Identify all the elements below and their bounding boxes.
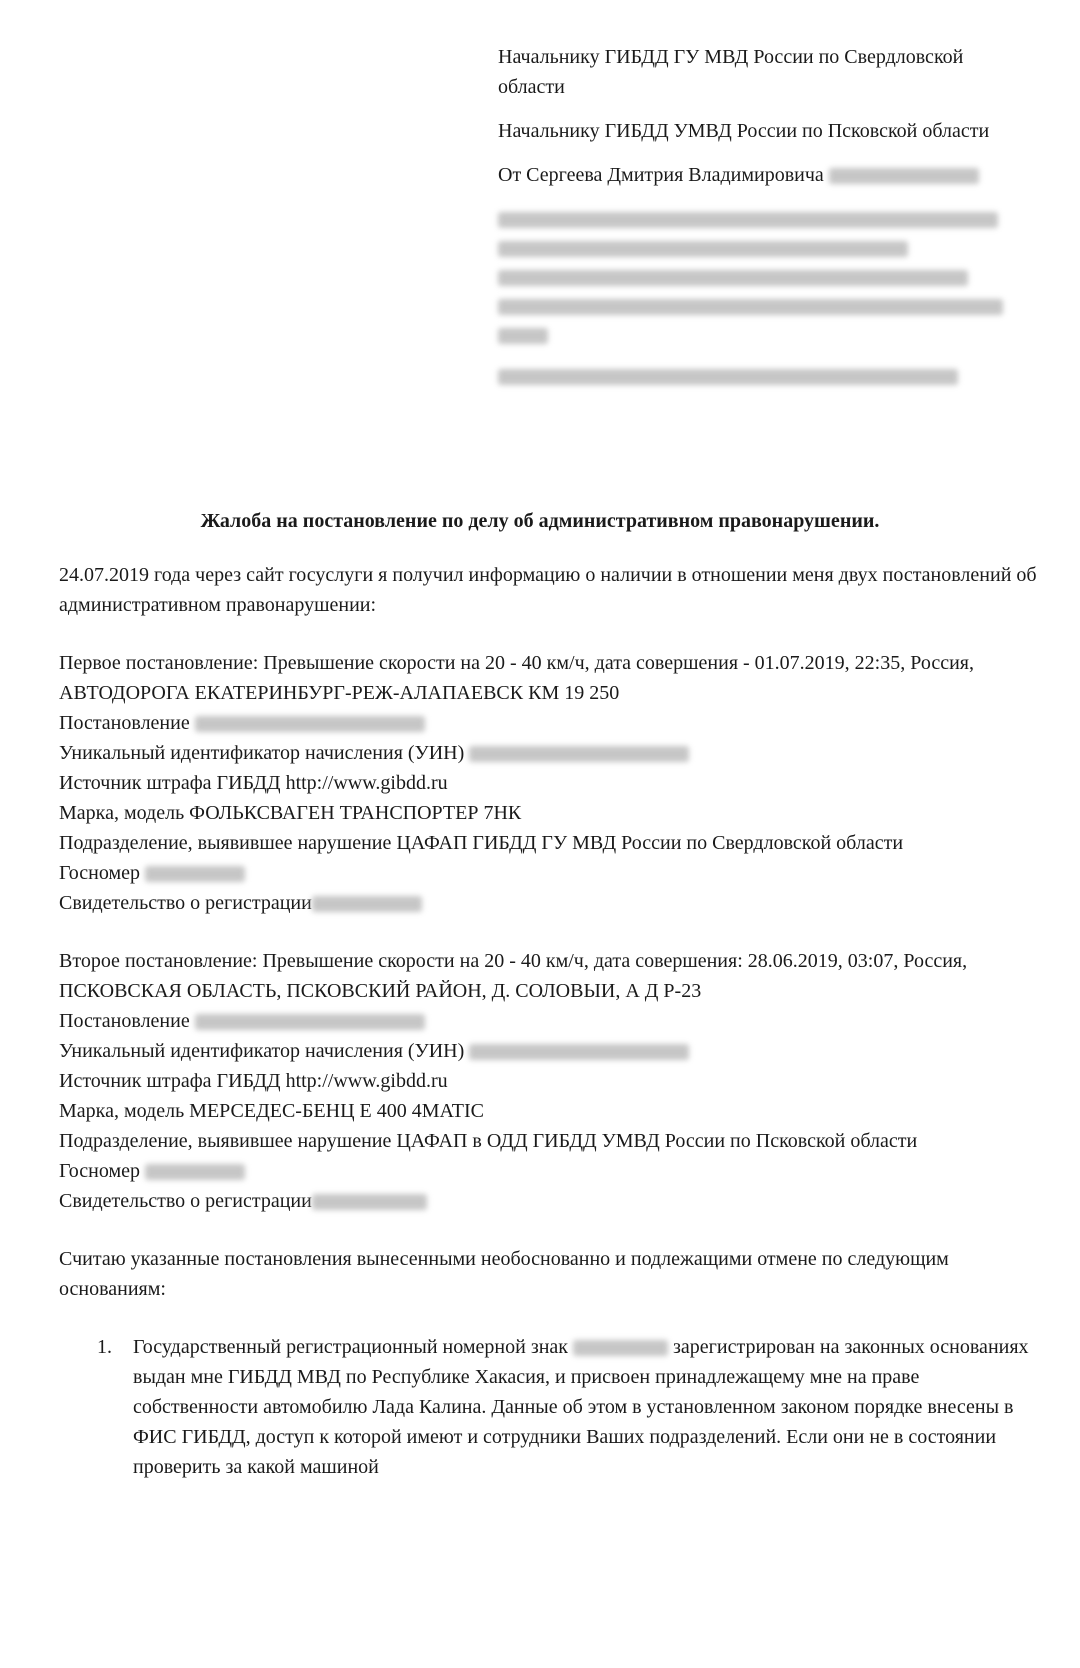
second-uin: Уникальный идентификатор начисления (УИН) xyxy=(59,1036,1039,1066)
redacted-address-line-3 xyxy=(498,262,1018,279)
first-source: Источник штрафа ГИБДД http://www.gibdd.ru xyxy=(59,772,448,794)
redacted-contacts xyxy=(498,361,1018,378)
second-certificate: Свидетельство о регистрации xyxy=(59,1186,1039,1216)
list-item-number: 1. xyxy=(97,1336,112,1358)
redacted-address-line-4 xyxy=(498,291,1018,308)
first-resolution-line: Первое постановление: Превышение скорости на 20 - 40 км/ч, дата совершения - 01.07.2019, 22:35, Россия, АВТОДОРОГА ЕКАТЕРИНБУРГ-РЕЖ-АЛАПАЕВСК КМ 19 250 xyxy=(59,652,975,704)
redacted-address-line-2 xyxy=(498,233,1018,250)
second-resolution-line: Второе постановление: Превышение скорости на 20 - 40 км/ч, дата совершения: 28.06.2019, 03:07, Россия, ПСКОВСКАЯ ОБЛАСТЬ, ПСКОВСКИЙ РАЙОН, Д. СОЛОВЫИ, А Д Р-23 xyxy=(59,950,968,1002)
first-division: Подразделение, выявившее нарушение ЦАФАП ГИБДД ГУ МВД России по Свердловской области xyxy=(59,832,904,854)
intro-paragraph: 24.07.2019 года через сайт госуслуги я получил информацию о наличии в отношении меня двух постановлений об административном правонарушении: xyxy=(59,564,1037,616)
first-plate: Госномер xyxy=(59,858,1039,888)
first-resolution-number: Постановление xyxy=(59,708,1039,738)
redacted-birth-data xyxy=(829,168,979,184)
redacted-certificate xyxy=(312,1194,427,1210)
addressee-sverdlovsk: Начальнику ГИБДД ГУ МВД России по Свердловской области xyxy=(498,46,964,98)
redacted-resolution-number xyxy=(195,1014,425,1030)
redacted-certificate xyxy=(312,896,422,912)
document-body xyxy=(59,560,1039,1482)
list-item: 1. Государственный регистрационный номерной знак зарегистрирован на законных основаниях выдан мне ГИБДД МВД по Республике Хакасия, и присвоен принадлежащему мне на праве собственности автомобилю Лада Калина. Данные об этом в установленном законом порядке внесены в ФИС ГИБДД, доступ к которой имеют и сотрудники Ваших подразделений. Если они не в состоянии проверить за какой машиной xyxy=(59,1332,1039,1482)
first-certificate: Свидетельство о регистрации xyxy=(59,888,1039,918)
first-uin: Уникальный идентификатор начисления (УИН) xyxy=(59,738,1039,768)
redacted-plate xyxy=(145,866,245,882)
document-title: Жалоба на постановление по делу об административном правонарушении. xyxy=(200,510,880,532)
redacted-address-line-5 xyxy=(498,320,1018,337)
second-resolution-number: Постановление xyxy=(59,1006,1039,1036)
redacted-resolution-number xyxy=(195,716,425,732)
sender-name: От Сергеева Дмитрия Владимировича xyxy=(498,164,824,186)
redacted-uin xyxy=(469,1044,689,1060)
second-source: Источник штрафа ГИБДД http://www.gibdd.ru xyxy=(59,1070,448,1092)
second-model: Марка, модель МЕРСЕДЕС-БЕНЦ Е 400 4MATIC xyxy=(59,1100,484,1122)
addressee-pskov: Начальнику ГИБДД УМВД России по Псковской области xyxy=(498,120,990,142)
sender-line xyxy=(498,160,1018,190)
first-model: Марка, модель ФОЛЬКСВАГЕН ТРАНСПОРТЕР 7НК xyxy=(59,802,522,824)
grounds-list xyxy=(59,1332,1039,1482)
redacted-uin xyxy=(469,746,689,762)
second-plate: Госномер xyxy=(59,1156,1039,1186)
conclusion-paragraph: Считаю указанные постановления вынесенными необоснованно и подлежащими отмене по следующим основаниям: xyxy=(59,1248,949,1300)
second-division: Подразделение, выявившее нарушение ЦАФАП в ОДД ГИБДД УМВД России по Псковской области xyxy=(59,1130,918,1152)
redacted-plate xyxy=(573,1340,668,1356)
addressee-block xyxy=(498,42,1018,390)
redacted-plate xyxy=(145,1164,245,1180)
redacted-address-line-1 xyxy=(498,204,1018,221)
